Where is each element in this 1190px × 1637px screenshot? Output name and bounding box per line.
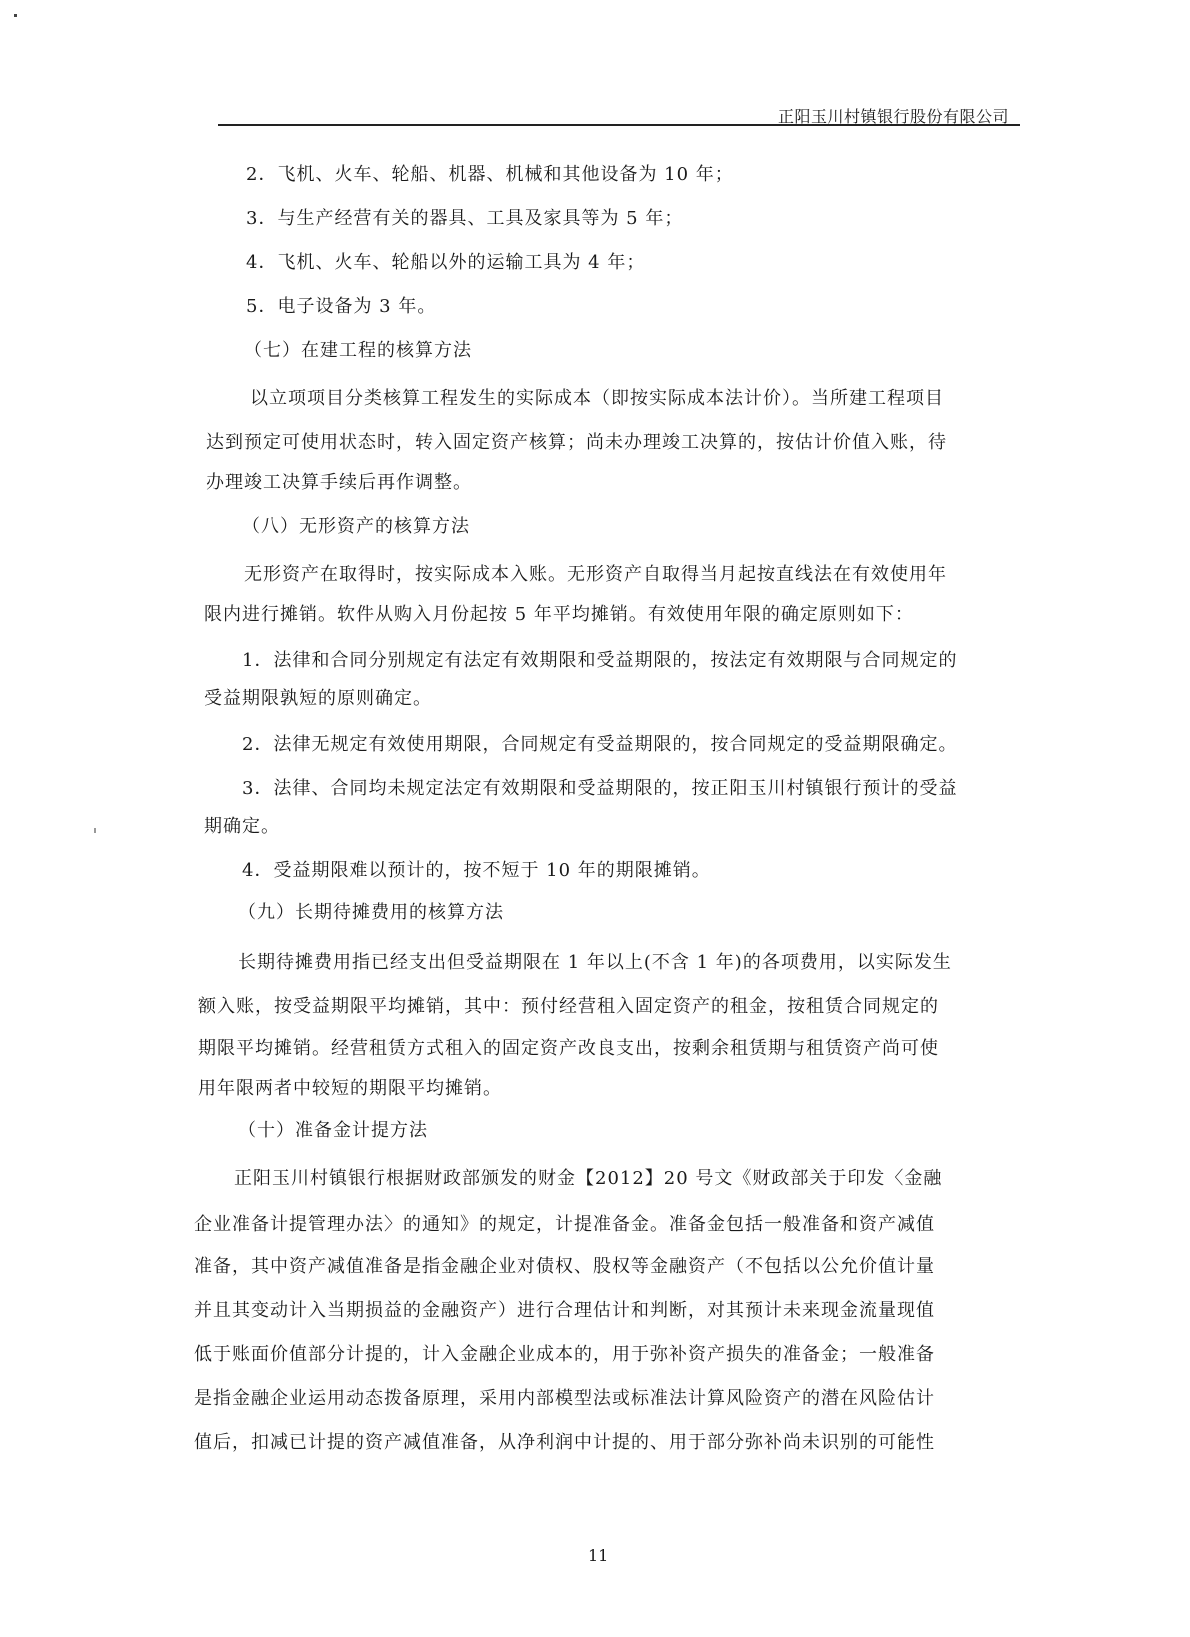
page-number: 11 <box>588 1546 609 1565</box>
body-line: 4．飞机、火车、轮船以外的运输工具为 4 年； <box>246 252 646 273</box>
body-line: 办理竣工决算手续后再作调整。 <box>206 472 472 493</box>
body-line: 1．法律和合同分别规定有法定有效期限和受益期限的，按法定有效期限与合同规定的 <box>242 650 958 671</box>
body-line: 3．法律、合同均未规定法定有效期限和受益期限的，按正阳玉川村镇银行预计的受益 <box>242 778 958 799</box>
scan-speck <box>94 828 96 833</box>
body-line: 5．电子设备为 3 年。 <box>246 296 437 317</box>
section-heading: （八）无形资产的核算方法 <box>242 516 470 537</box>
body-line: 用年限两者中较短的期限平均摊销。 <box>198 1078 502 1099</box>
body-line: 企业准备计提管理办法〉的通知》的规定，计提准备金。准备金包括一般准备和资产减值 <box>194 1214 935 1235</box>
body-line: 期确定。 <box>204 816 280 837</box>
body-line: 3．与生产经营有关的器具、工具及家具等为 5 年； <box>246 208 684 229</box>
body-line: 无形资产在取得时，按实际成本入账。无形资产自取得当月起按直线法在有效使用年 <box>244 564 947 585</box>
body-line: 以立项项目分类核算工程发生的实际成本（即按实际成本法计价）。当所建工程项目 <box>250 388 944 409</box>
body-line: 并且其变动计入当期损益的金融资产）进行合理估计和判断，对其预计未来现金流量现值 <box>194 1300 935 1321</box>
section-heading: （十）准备金计提方法 <box>238 1120 428 1141</box>
body-line: 期限平均摊销。经营租赁方式租入的固定资产改良支出，按剩余租赁期与租赁资产尚可使 <box>198 1038 939 1059</box>
body-line: 值后，扣减已计提的资产减值准备，从净利润中计提的、用于部分弥补尚未识别的可能性 <box>194 1432 935 1453</box>
body-line: 限内进行摊销。软件从购入月份起按 5 年平均摊销。有效使用年限的确定原则如下： <box>204 604 914 625</box>
body-line: 2．法律无规定有效使用期限，合同规定有受益期限的，按合同规定的受益期限确定。 <box>242 734 958 755</box>
body-line: 准备，其中资产减值准备是指金融企业对债权、股权等金融资产（不包括以公允价值计量 <box>194 1256 935 1277</box>
body-line: 长期待摊费用指已经支出但受益期限在 1 年以上(不含 1 年)的各项费用，以实际发生 <box>238 952 952 973</box>
header-company-name: 正阳玉川村镇银行股份有限公司 <box>778 107 1010 126</box>
body-line: 达到预定可使用状态时，转入固定资产核算；尚未办理竣工决算的，按估计价值入账，待 <box>206 432 947 453</box>
section-heading: （七）在建工程的核算方法 <box>244 340 472 361</box>
section-heading: （九）长期待摊费用的核算方法 <box>238 902 504 923</box>
body-line: 4．受益期限难以预计的，按不短于 10 年的期限摊销。 <box>242 860 711 881</box>
body-line: 正阳玉川村镇银行根据财政部颁发的财金【2012】20 号文《财政部关于印发〈金融 <box>234 1168 943 1189</box>
body-line: 额入账，按受益期限平均摊销，其中：预付经营租入固定资产的租金，按租赁合同规定的 <box>198 996 939 1017</box>
body-line: 受益期限孰短的原则确定。 <box>204 688 432 709</box>
body-line: 低于账面价值部分计提的，计入金融企业成本的，用于弥补资产损失的准备金；一般准备 <box>194 1344 935 1365</box>
body-line: 是指金融企业运用动态拨备原理，采用内部模型法或标准法计算风险资产的潜在风险估计 <box>194 1388 935 1409</box>
header-divider <box>218 124 1020 126</box>
scan-speck <box>14 14 17 17</box>
body-line: 2．飞机、火车、轮船、机器、机械和其他设备为 10 年； <box>246 164 734 185</box>
